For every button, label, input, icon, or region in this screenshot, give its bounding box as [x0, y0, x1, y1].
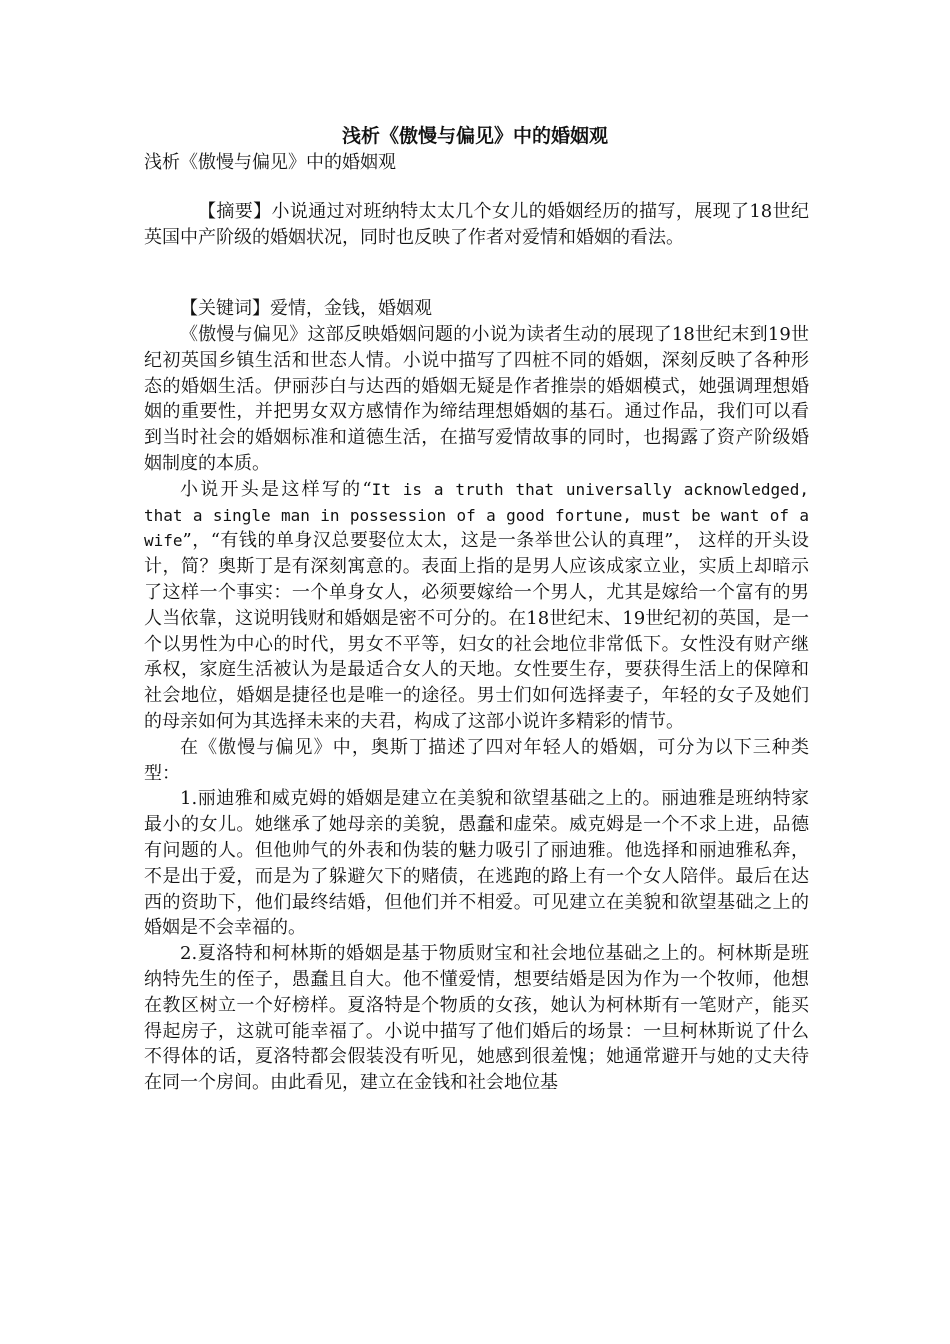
body-paragraph-4: 1.丽迪雅和威克姆的婚姻是建立在美貌和欲望基础之上的。丽迪雅是班纳特家最小的女儿。她继承了她母亲的美貌，愚蠢和虚荣。威克姆是一个不求上进，品德有问题的人。但他帅气的外表和伪装的魅力吸引了丽迪雅。他选择和丽迪雅私奔，不是出于爱，而是为了躲避欠下的赌债，在逃跑的路上有一个女人陪伴。最后在达西的资助下，他们最终结婚，但他们并不相爱。可见建立在美貌和欲望基础之上的婚姻是不会幸福的。 — [144, 788, 809, 939]
body-paragraph-5: 2.夏洛特和柯林斯的婚姻是基于物质财宝和社会地位基础之上的。柯林斯是班纳特先生的侄子，愚蠢且自大。他不懂爱情，想要结婚是因为作为一个牧师，他想在教区树立一个好榜样。夏洛特是个物质的女孩，她认为柯林斯有一笔财产，能买得起房子，这就可能幸福了。小说中描写了他们婚后的场景：一旦柯林斯说了什么不得体的话，夏洛特都会假装没有听见，她感到很羞愧；她通常避开与她的丈夫待在同一个房间。由此看见，建立在金钱和社会地位基 — [144, 943, 809, 1094]
body-paragraph-3: 在《傲慢与偏见》中，奥斯丁描述了四对年轻人的婚姻，可分为以下三种类型： — [144, 736, 809, 784]
body-paragraph-1: 《傲慢与偏见》这部反映婚姻问题的小说为读者生动的展现了18世纪末到19世纪初英国乡镇生活和世态人情。小说中描写了四桩不同的婚姻，深刻反映了各种形态的婚姻生活。伊丽莎白与达西的婚姻无疑是作者推崇的婚姻模式，她强调理想婚姻的重要性，并把男女双方感情作为缔结理想婚姻的基石。通过作品，我们可以看到当时社会的婚姻标准和道德生活，在描写爱情故事的同时，也揭露了资产阶级婚姻制度的本质。 — [144, 324, 809, 474]
body-paragraph-2 — [144, 477, 809, 735]
english-quote-text: It is a truth that universally acknowledged, that a single man in possession of a good fortune, must be want of a wife — [144, 479, 810, 551]
document-title: 浅析《傲慢与偏见》中的婚姻观 — [341, 125, 608, 147]
abstract-section — [144, 199, 809, 251]
keywords-paragraph: 【关键词】爱情，金钱，婚姻观 — [180, 298, 432, 319]
document-subtitle: 浅析《傲慢与偏见》中的婚姻观 — [144, 152, 396, 173]
main-body — [144, 322, 809, 1096]
quote-intro-text: 小说开头是这样写的“ — [180, 478, 372, 500]
quote-commentary-text: ”，“有钱的单身汉总要娶位太太，这是一条举世公认的真理”， 这样的开头设计，简？奥斯丁是有深刻寓意的。表面上指的是男人应该成家立业，实质上却暗示了这样一个事实：一个单身女人，必须要嫁给一个男人，尤其是嫁给一个富有的男人当依靠，这说明钱财和婚姻是密不可分的。在18世纪末、19世纪初的英国，是一个以男性为中心的时代，男女不平等，妇女的社会地位非常低下。女性没有财产继承权，家庭生活被认为是最适合女人的天地。女性要生存，要获得生活上的保障和社会地位，婚姻是捷径也是唯一的途径。男士们如何选择妻子，年轻的女子及她们的母亲如何为其选择未来的夫君，构成了这部小说许多精彩的情节。 — [144, 530, 809, 732]
keywords-section — [144, 296, 809, 322]
abstract-paragraph: 【摘要】小说通过对班纳特太太几个女儿的婚姻经历的描写，展现了18世纪英国中产阶级的婚姻状况，同时也反映了作者对爱情和婚姻的看法。 — [144, 201, 809, 248]
